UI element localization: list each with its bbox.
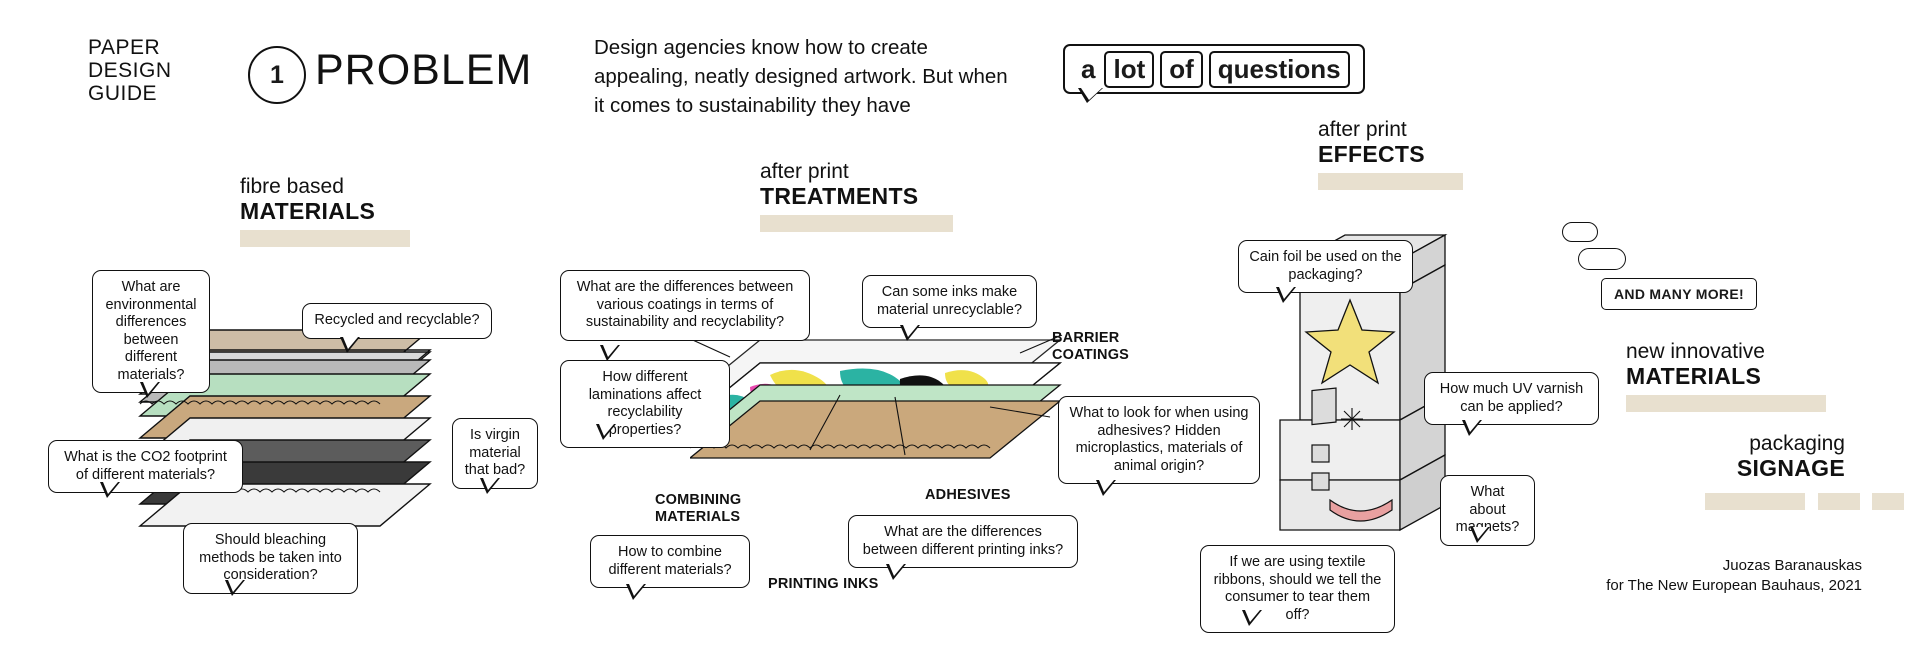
- section-heading-effects: [1318, 118, 1478, 190]
- bubble-treatments-5: How to combine different materials?: [590, 535, 750, 588]
- bubble-effects-1-tail-fill: [1279, 287, 1294, 299]
- questions-callout: [1063, 44, 1365, 94]
- bubble-materials-2-tail-fill: [343, 337, 358, 349]
- bubble-materials-3: What is the CO2 footprint of different materials?: [48, 440, 243, 493]
- bubble-effects-2: How much UV varnish can be applied?: [1424, 372, 1599, 425]
- label-barrier-coatings: [1052, 330, 1129, 364]
- section-big-innovative: MATERIALS: [1626, 363, 1762, 389]
- callout-word-questions: questions: [1209, 51, 1350, 88]
- signage-swatch-3: [1872, 493, 1904, 510]
- section-underline-materials: [240, 230, 410, 247]
- bubble-materials-4: Is virgin material that bad?: [452, 418, 538, 489]
- bubble-materials-1-tail-fill: [143, 382, 158, 394]
- brand-title: [88, 36, 228, 105]
- label-printing-inks: PRINTING INKS: [768, 576, 879, 592]
- bubble-effects-4: If we are using textile ribbons, should we tell the consumer to tear them off?: [1200, 545, 1395, 633]
- credit-block: [1606, 556, 1862, 596]
- bubble-materials-5: Should bleaching methods be taken into consideration?: [183, 523, 358, 594]
- brand-line-2: DESIGN: [88, 59, 172, 82]
- bubble-materials-1: What are environmental differences between different materials?: [92, 270, 210, 393]
- intro-paragraph: Design agencies know how to create appealing, neatly designed artwork. But when it comes to sustainability they have: [594, 36, 1008, 117]
- section-small-treatments: after print: [760, 160, 849, 183]
- section-small-signage: packaging: [1749, 432, 1845, 455]
- section-big-materials: MATERIALS: [240, 198, 376, 224]
- bubble-effects-3: What about magnets?: [1440, 475, 1535, 546]
- label-barrier-line2: COATINGS: [1052, 347, 1130, 363]
- bubble-treatments-3-tail-fill: [599, 424, 614, 436]
- empty-bubble-small: [1562, 222, 1598, 242]
- bubble-treatments-2: Can some inks make material unrecyclable?: [862, 275, 1037, 328]
- bubble-treatments-1-tail-fill: [603, 345, 618, 357]
- callout-word-of: of: [1160, 51, 1203, 88]
- section-underline-innovative: [1626, 395, 1826, 412]
- bubble-materials-3-tail-fill: [103, 482, 118, 494]
- bubble-materials-2: Recycled and recyclable?: [302, 303, 492, 339]
- bubble-effects-1: Cain foil be used on the packaging?: [1238, 240, 1413, 293]
- section-heading-innovative: [1626, 340, 1826, 412]
- signage-swatch-2: [1818, 493, 1860, 510]
- callout-word-a: a: [1081, 53, 1096, 84]
- step-number: 1: [270, 60, 284, 89]
- bubble-treatments-6-tail-fill: [889, 564, 904, 576]
- section-small-effects: after print: [1318, 118, 1407, 141]
- section-big-treatments: TREATMENTS: [760, 183, 919, 209]
- bubble-treatments-3: How different laminations affect recyclability properties?: [560, 360, 730, 448]
- section-heading-treatments: [760, 160, 960, 232]
- label-combining-line1: COMBINING: [655, 492, 742, 508]
- bubble-treatments-2-tail-fill: [903, 325, 918, 337]
- bubble-effects-3-tail-fill: [1473, 527, 1488, 539]
- and-many-more-badge: AND MANY MORE!: [1601, 278, 1757, 310]
- label-combining-materials: [655, 492, 741, 526]
- page-title: PROBLEM: [315, 46, 533, 94]
- section-big-effects: EFFECTS: [1318, 141, 1425, 167]
- section-heading-signage: [1705, 432, 1845, 482]
- bubble-treatments-6: What are the differences between different printing inks?: [848, 515, 1078, 568]
- brand-line-3: GUIDE: [88, 82, 158, 105]
- credit-author: Juozas Baranauskas: [1722, 557, 1862, 574]
- bubble-materials-5-tail-fill: [228, 580, 243, 592]
- credit-org: for The New European Bauhaus, 2021: [1606, 577, 1862, 594]
- bubble-effects-2-tail-fill: [1465, 420, 1480, 432]
- sparkle-icon: [1341, 408, 1363, 430]
- brand-line-1: PAPER: [88, 36, 161, 59]
- label-adhesives: ADHESIVES: [925, 487, 1011, 503]
- section-heading-materials: [240, 175, 405, 247]
- signage-swatch-1: [1705, 493, 1805, 510]
- bubble-effects-4-tail-fill: [1245, 610, 1260, 622]
- section-small-innovative: new innovative: [1626, 340, 1765, 363]
- bubble-treatments-4-tail-fill: [1099, 480, 1114, 492]
- bubble-treatments-1: What are the differences between various coatings in terms of sustainability and recyclability?: [560, 270, 810, 341]
- bubble-materials-4-tail-fill: [483, 478, 498, 490]
- bubble-treatments-5-tail-fill: [629, 584, 644, 596]
- step-number-badge: [248, 46, 306, 104]
- callout-word-lot: lot: [1104, 51, 1154, 88]
- section-small-materials: fibre based: [240, 175, 344, 198]
- label-combining-line2: MATERIALS: [655, 509, 741, 525]
- section-underline-effects: [1318, 173, 1463, 190]
- section-big-signage: SIGNAGE: [1736, 455, 1845, 481]
- empty-bubble-medium: [1578, 248, 1626, 270]
- section-underline-treatments: [760, 215, 953, 232]
- callout-tail-fill: [1081, 88, 1102, 100]
- bubble-treatments-4: What to look for when using adhesives? Hidden microplastics, materials of animal origin?: [1058, 396, 1260, 484]
- label-barrier-line1: BARRIER: [1052, 330, 1120, 346]
